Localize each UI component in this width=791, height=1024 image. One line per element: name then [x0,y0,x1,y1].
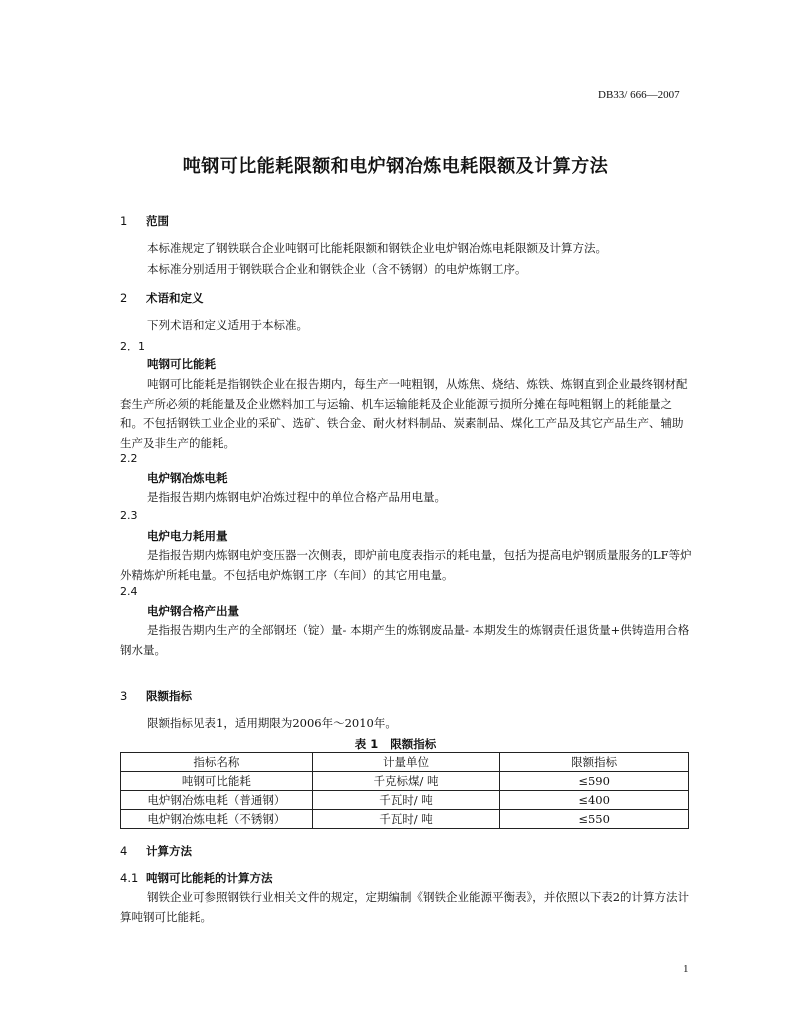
table-row [121,772,689,791]
paragraph: 下列术语和定义适用于本标准。 [147,318,308,332]
paragraph: 钢铁企业可参照钢铁行业相关文件的规定，定期编制《钢铁企业能源平衡表》，并依照以下表2的计算方法计算吨钢可比能耗。 [120,890,690,924]
table-cell: 电炉钢冶炼电耗（普通钢） [121,791,313,810]
subsection-heading [120,870,273,886]
table-caption-number: 表 1 [354,737,379,751]
section-number: 1 [120,214,128,228]
paragraph: 本标准规定了钢铁联合企业吨钢可比能耗限额和钢铁企业电炉钢冶炼电耗限额及计算方法。 [147,241,607,255]
section-title: 术语和定义 [146,291,204,305]
table-caption [0,736,791,752]
table-cell: ≤400 [500,791,689,810]
table-row [121,791,689,810]
table-cell: ≤590 [500,772,689,791]
table-cell: 吨钢可比能耗 [121,772,313,791]
table-cell: ≤550 [500,810,689,829]
section-2-heading [120,290,204,306]
paragraph: 本标准分别适用于钢铁联合企业和钢铁企业（含不锈钢）的电炉炼钢工序。 [147,262,527,276]
limits-table [120,752,689,829]
term-definition: 是指报告期内炼钢电炉变压器一次侧表，即炉前电度表指示的耗电量，包括为提高电炉钢质量服务的LF等炉外精炼炉所耗电量。不包括电炉炼钢工序（车间）的其它用电量。 [120,548,692,582]
section-title: 限额指标 [146,689,192,703]
paragraph: 限额指标见表1，适用期限为2006年～2010年。 [147,716,397,730]
term-name: 吨钢可比能耗 [147,357,216,371]
term-definition: 是指报告期内炼钢电炉冶炼过程中的单位合格产品用电量。 [147,490,446,504]
term-number: 2．1 [120,340,145,353]
term-definition: 是指报告期内生产的全部钢坯（锭）量- 本期产生的炼钢废品量- 本期发生的炼钢责任退货量+供铸造用合格钢水量。 [120,623,690,657]
section-number: 2 [120,291,128,305]
table-cell: 千瓦时/ 吨 [312,810,500,829]
table-cell: 电炉钢冶炼电耗（不锈钢） [121,810,313,829]
column-header: 计量单位 [312,753,500,772]
table-row [121,810,689,829]
section-3-heading [120,688,192,704]
table-header-row [121,753,689,772]
term-definition: 吨钢可比能耗是指钢铁企业在报告期内，每生产一吨粗钢，从炼焦、烧结、炼铁、炼钢直到企业最终钢材配套生产所必须的耗能量及企业燃料加工与运输、机车运输能耗及企业能源亏损所分摊在每吨粗钢上的耗能量之和。不包括钢铁工业企业的采矿、选矿、铁合金、耐火材料制品、炭素制品、煤化工产品及其它产品生产、辅助生产及非生产的能耗。 [120,377,688,450]
document-title: 吨钢可比能耗限额和电炉钢冶炼电耗限额及计算方法 [182,156,609,177]
table-caption-title: 限额指标 [390,737,437,751]
term-name: 电炉电力耗用量 [147,529,228,543]
subsection-title: 吨钢可比能耗的计算方法 [146,871,273,885]
term-number: 2.3 [120,509,138,522]
column-header: 指标名称 [121,753,313,772]
table-cell: 千瓦时/ 吨 [312,791,500,810]
section-1-heading [120,213,169,229]
section-title: 计算方法 [146,844,192,858]
section-number: 3 [120,689,128,703]
subsection-number: 4.1 [120,871,139,885]
table-cell: 千克标煤/ 吨 [312,772,500,791]
section-number: 4 [120,844,128,858]
document-number: DB33/ 666—2007 [598,89,680,101]
page-number: 1 [683,963,689,975]
term-name: 电炉钢冶炼电耗 [147,471,228,485]
column-header: 限额指标 [500,753,689,772]
term-number: 2.2 [120,452,138,465]
term-number: 2.4 [120,585,138,598]
term-name: 电炉钢合格产出量 [147,604,239,618]
section-4-heading [120,843,192,859]
section-title: 范围 [146,214,169,228]
